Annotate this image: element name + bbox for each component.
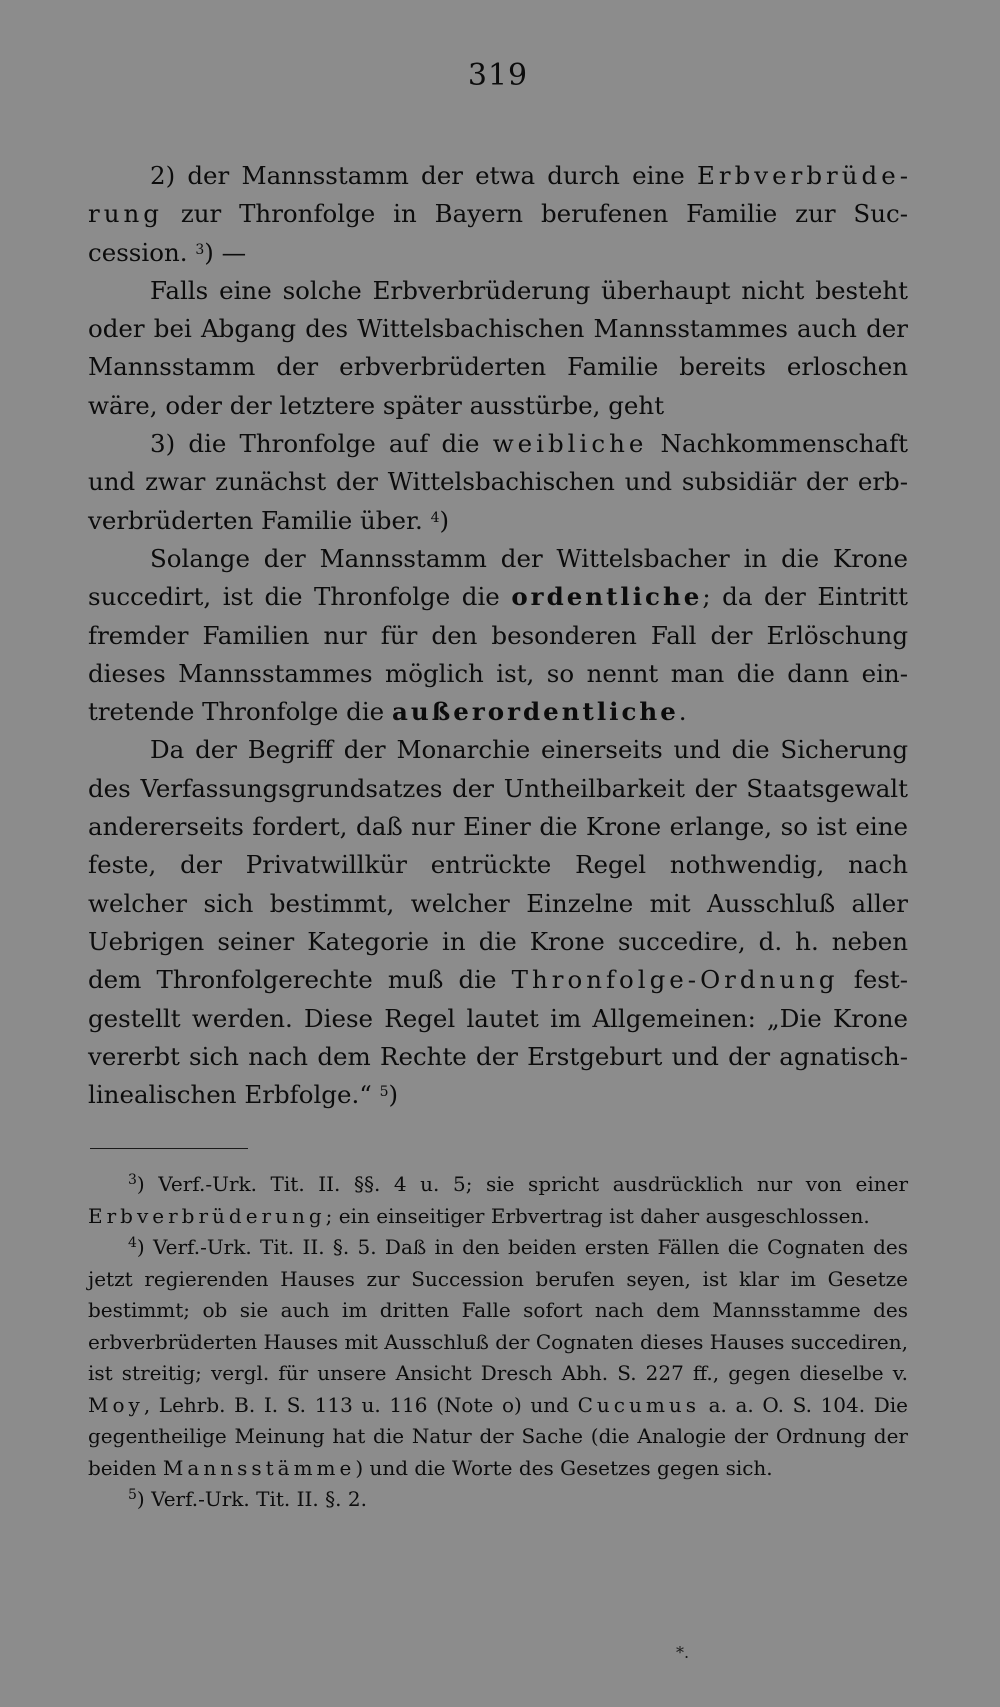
footnote-ref-5: 5 [379, 1084, 389, 1101]
footnote-4 [88, 1232, 908, 1484]
footnote-mark-5: 5 [128, 1487, 137, 1504]
footnote-mark-4: 4 [128, 1235, 137, 1252]
footnote-mark-3: 3 [128, 1172, 137, 1189]
text-run: 3) die Thronfolge auf die [150, 429, 493, 459]
paragraph-succession-3 [88, 425, 908, 540]
text-run: ) — [204, 237, 247, 267]
text-run: ) [439, 505, 450, 535]
footnote-5 [88, 1484, 908, 1516]
text-run: zur Thronfolge in Bayern berufenen Familie zur Succession. [88, 199, 908, 267]
emphasis-ausserordentliche: außerordentliche [391, 697, 679, 727]
text-run: , Lehrb. B. I. S. 113 u. 116 (Note o) und [143, 1392, 578, 1417]
emphasis-erbverbruederung-fn: Erbverbrüderung [88, 1203, 326, 1228]
paragraph-begriff [88, 731, 908, 1114]
text-run: ; da der Eintritt fremder Familien nur für den besonderen Fall der Erlöschung dieses Mannsstammes möglich ist, so nennt man die dann eintretende Thronfolge die [88, 582, 908, 727]
text-run: ) und die Worte des Gesetzes gegen sich. [355, 1455, 773, 1480]
text-run: ) [388, 1080, 399, 1110]
emphasis-thronfolge-ordnung: Thronfolge-Ordnung [511, 965, 839, 995]
text-run: ) Verf.-Urk. Tit. II. §§. 4 u. 5; sie spricht ausdrücklich nur von einer [136, 1172, 908, 1197]
text-run: Solange der Mannsstamm der Wittelsbacher in die Krone succedirt, ist die Thronfolge die [88, 543, 908, 612]
emphasis-cucumus: Cucumus [577, 1392, 700, 1417]
footnote-3 [88, 1169, 908, 1232]
text-run: Da der Begriff der Monarchie einerseits und die Sicherung des Verfassungsgrundsatzes der Untheilbarkeit der Staatsgewalt andererseits fordert, daß nur Einer die Krone erlange, so ist eine feste, der Privatwillkür entrückte Regel nothwendig, nach welcher sich bestimmt, welcher Einzelne mit Ausschluß aller Uebrigen seiner Kategorie in die Krone succedire, d. h. neben dem Thronfolgerechte muß die [88, 735, 908, 995]
emphasis-mannsstaemme: Mannsstämme [162, 1455, 356, 1480]
text-run: ; ein einseitiger Erbvertrag ist daher ausgeschlossen. [325, 1203, 870, 1228]
main-text [88, 157, 908, 1114]
text-run: Nachkommenschaft und zwar zunächst der Wittelsbachischen und subsidiär der erbverbrüderten Familie über. [88, 429, 909, 535]
text-run: 2) der Mannsstamm der etwa durch eine [150, 161, 698, 190]
emphasis-weibliche: weibliche [492, 429, 648, 459]
text-run: a. a. O. S. 104. Die gegentheilige Meinung hat die Natur der Sache (die Analogie der Ordnung der beiden [88, 1392, 908, 1480]
print-mark: *. [676, 1643, 690, 1662]
footnote-divider [90, 1148, 248, 1149]
paragraph-succession-2 [88, 157, 908, 272]
text-run: ) Verf.-Urk. Tit. II. §. 2. [136, 1487, 367, 1512]
footnote-ref-4: 4 [430, 509, 440, 526]
paragraph-solange [88, 540, 908, 731]
text-run: festgestellt werden. Diese Regel lautet im Allgemeinen: „Die Krone vererbt sich nach dem Rechte der Erstgeburt und der agnatisch-linealischen Erbfolge.“ [88, 965, 908, 1110]
footnotes [88, 1169, 908, 1516]
footnote-ref-3: 3 [195, 241, 205, 258]
text-run: . [678, 697, 687, 727]
emphasis-erbverbruederung: Erbverbrüderung [88, 161, 908, 229]
emphasis-moy: Moy [88, 1392, 144, 1417]
book-page [88, 58, 908, 1516]
emphasis-ordentliche: ordentliche [511, 582, 703, 612]
page-number: 319 [467, 58, 529, 93]
text-run: ) Verf.-Urk. Tit. II. §. 5. Daß in den beiden ersten Fällen die Cognaten des jetzt regierenden Hauses zur Succession berufen seyen, ist klar im Gesetze bestimmt; ob sie auch im dritten Falle sofort nach dem Mannsstamme des erbverbrüderten Hauses mit Ausschluß der Cognaten dieses Hauses succediren, ist streitig; vergl. für unsere Ansicht Dresch Abh. S. 227 ff., gegen dieselbe v. [88, 1235, 908, 1386]
paragraph-falls: Falls eine solche Erbverbrüderung überhaupt nicht besteht oder bei Abgang des Wittelsbachischen Mannsstammes auch der Mannsstamm der erbverbrüderten Familie bereits erloschen wäre, oder der letztere später ausstürbe, geht [88, 275, 908, 420]
